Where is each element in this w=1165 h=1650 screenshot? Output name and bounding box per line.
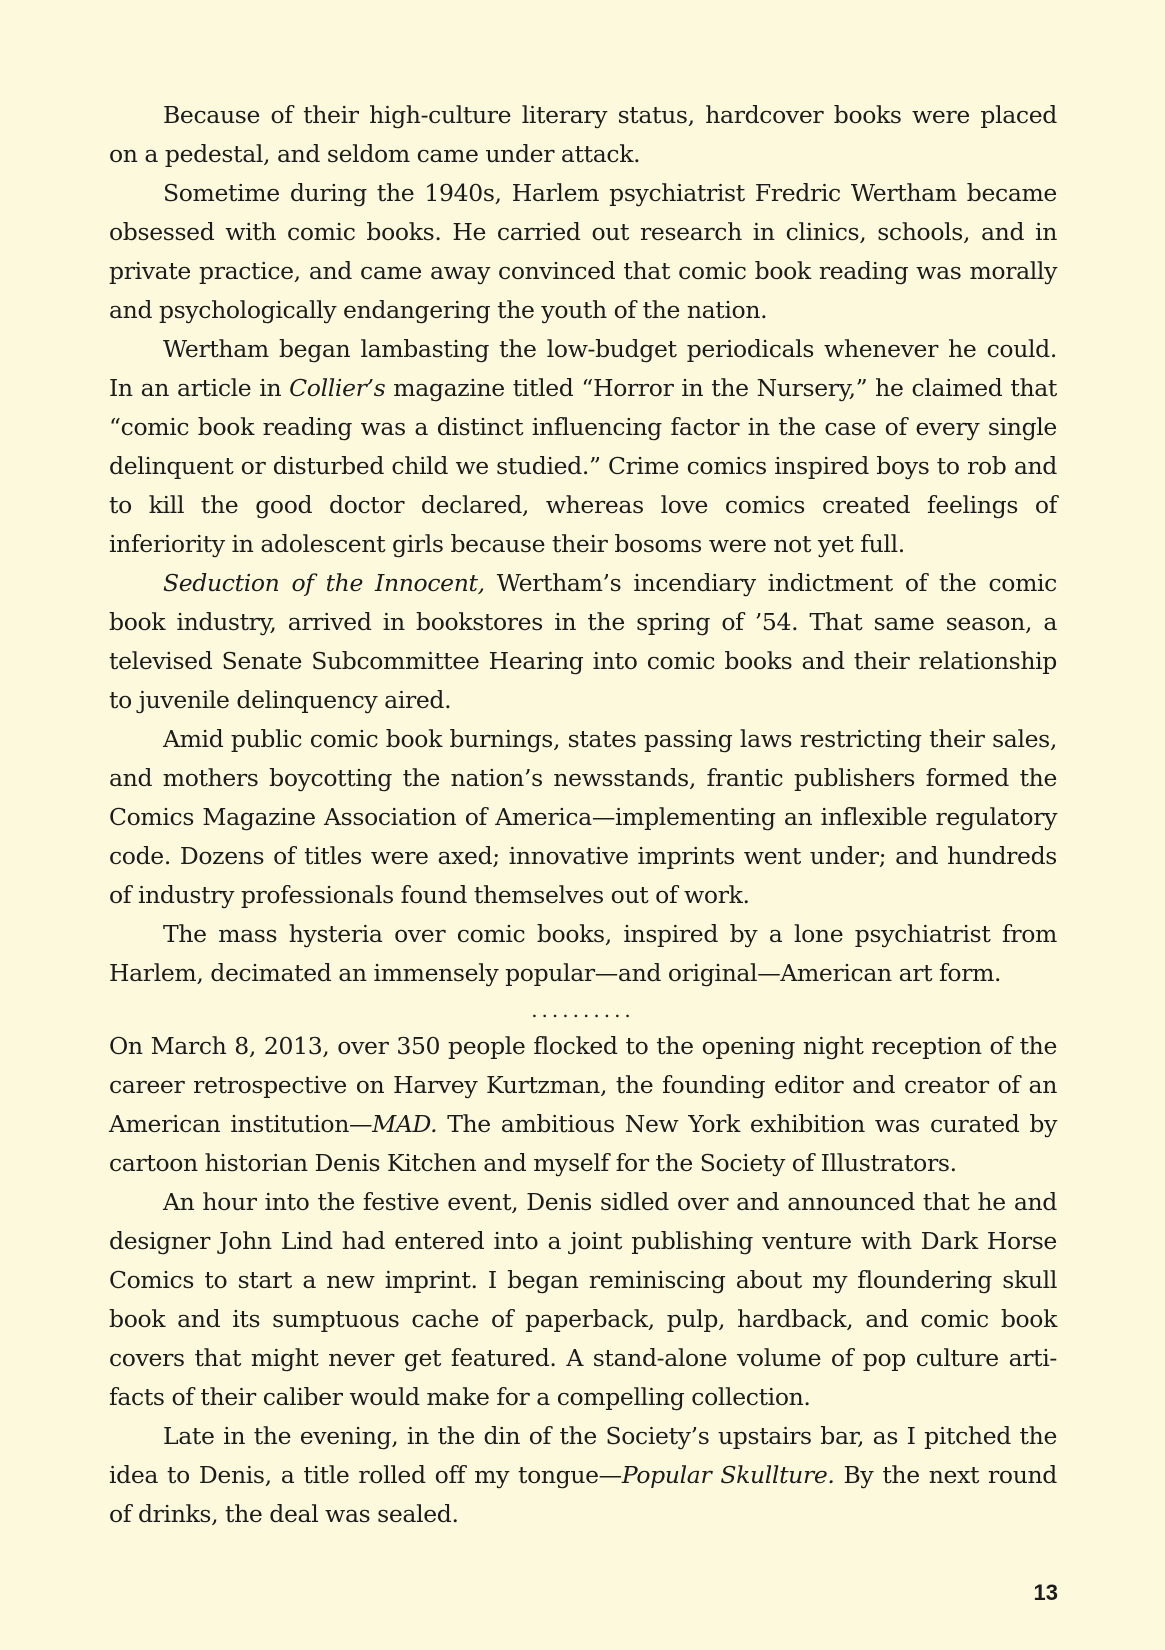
paragraph-wertham-intro: Sometime during the 1940s, Harlem psychiatrist Fredric Wertham became obsessed with comic books. He carried out research in clinics, schools, and in private practice, and came away convinced that comic book reading was morally and psychologically endangering the youth of the nation. bbox=[109, 179, 1057, 324]
mad-title: MAD. bbox=[372, 1110, 438, 1138]
seduction-title: Seduction of the Innocent, bbox=[163, 569, 485, 597]
colliers-title: Collier’s bbox=[289, 374, 386, 402]
paragraph-march-2013: On March 8, 2013, over 350 people flocked to the opening night reception of the career retrospective on Harvey Kurtzman, the founding editor and creator of an American institution—MAD. The ambitious New York exhibition was curated by cartoon historian Denis Kitchen and myself for the Society of Illustrators. bbox=[109, 1032, 1057, 1177]
section-divider: .......... bbox=[531, 998, 635, 1022]
paragraph-mass-hysteria: The mass hysteria over comic books, inspired by a lone psychiatrist from Harlem, decimated an immensely popular—and original—American art form. bbox=[109, 920, 1057, 987]
paragraph-festive-event: An hour into the festive event, Denis sidled over and announced that he and designer John Lind had entered into a joint publishing venture with Dark Horse Comics to start a new imprint. I began reminiscing about my floundering skull book and its sumptuous cache of paperback, pulp, hardback, and comic book covers that might never get featured. A stand-alone volume of pop culture arti-facts of their caliber would make for a compelling collection. bbox=[109, 1188, 1057, 1411]
paragraph-late-evening: Late in the evening, in the din of the Society’s upstairs bar, as I pitched the idea to Denis, a title rolled off my tongue—Popular Skullture. By the next round of drinks, the deal was sealed. bbox=[109, 1422, 1057, 1528]
paragraph-seduction: Seduction of the Innocent, Wertham’s incendiary indictment of the comic book industry, arrived in bookstores in the spring of ’54. That same season, a televised Senate Subcommittee Hearing into comic books and their relationship to juvenile delinquency aired. bbox=[109, 569, 1057, 714]
paragraph-colliers: Wertham began lambasting the low-budget periodicals whenever he could. In an article in Collier’s magazine titled “Horror in the Nursery,” he claimed that “comic book reading was a distinct influencing factor in the case of every single delinquent or disturbed child we studied.” Crime comics inspired boys to rob and to kill the good doctor declared, whereas love comics created feelings of inferiority in adolescent girls because their bosoms were not yet full. bbox=[109, 335, 1057, 558]
page-body bbox=[109, 96, 1057, 1534]
page-number: 13 bbox=[1033, 1580, 1058, 1605]
paragraph-hardcover: Because of their high-culture literary status, hardcover books were placed on a pedestal, and seldom came under attack. bbox=[109, 101, 1057, 168]
popular-skullture-title: Popular Skullture. bbox=[621, 1461, 835, 1489]
paragraph-comics-code: Amid public comic book burnings, states passing laws restricting their sales, and mothers boycotting the nation’s newsstands, frantic publishers formed the Comics Magazine Association of America—implementing an inflexible regulatory code. Dozens of titles were axed; innovative imprints went under; and hundreds of industry professionals found themselves out of work. bbox=[109, 725, 1057, 909]
